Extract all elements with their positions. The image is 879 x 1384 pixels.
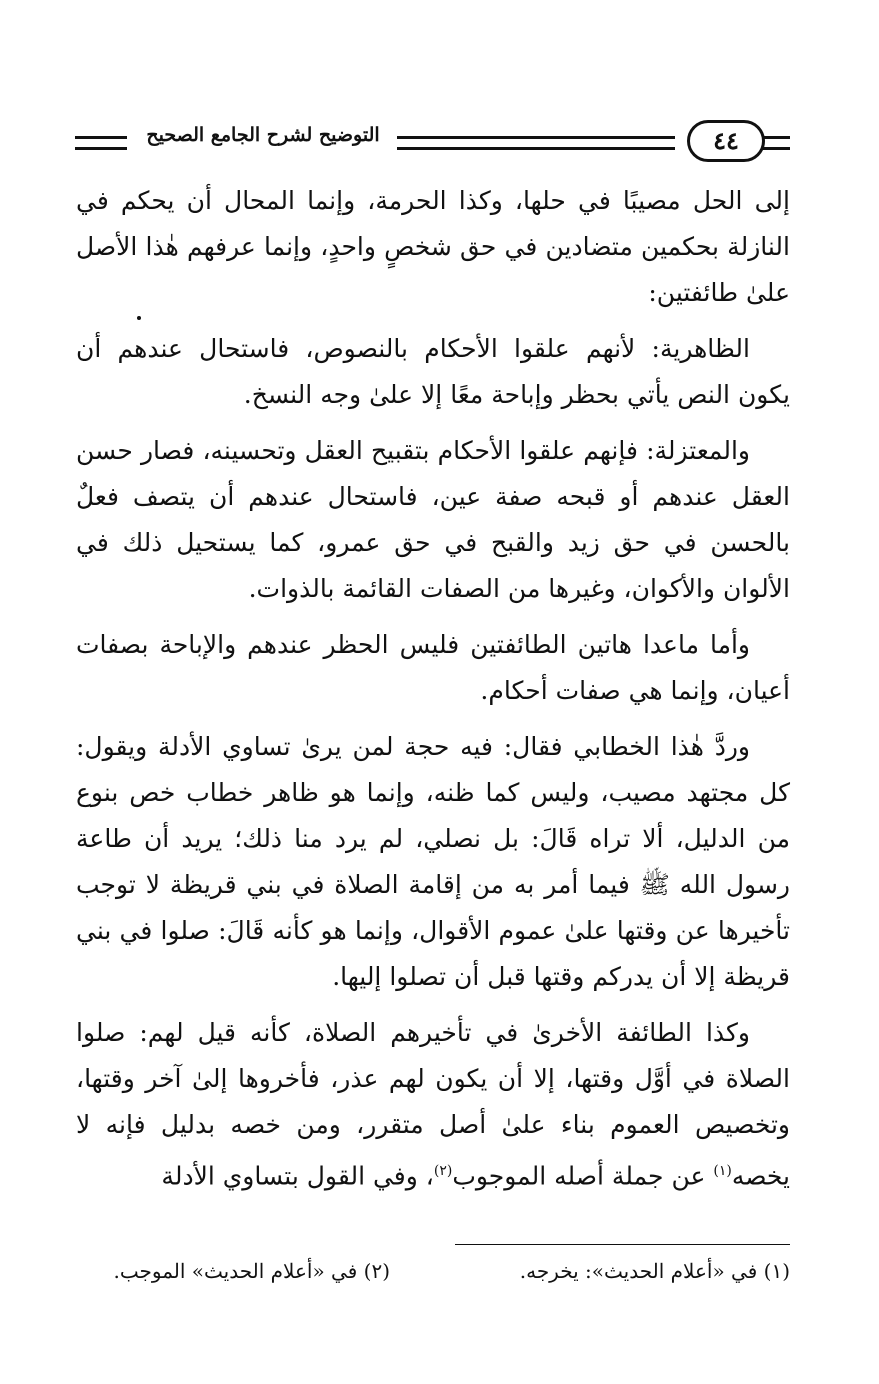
header-rule-middle (397, 136, 675, 150)
paragraph-last (76, 1010, 790, 1199)
paragraph: والمعتزلة: فإنهم علقوا الأحكام بتقبيح العقل وتحسينه، فصار حسن العقل عندهم أو قبحه صفة عين، فاستحال عندهم أن يتصف فعلٌ بالحسن في حق زيد والقبح في حق عمرو، كما يستحيل ذلك في الألوان والأكوان، وغيرها من الصفات القائمة بالذوات. (76, 436, 790, 603)
footnote-separator (455, 1244, 790, 1245)
paragraph-text: ، وفي القول بتساوي الأدلة (161, 1161, 434, 1191)
paragraph: وردَّ هٰذا الخطابي فقال: فيه حجة لمن يرىٰ تساوي الأدلة ويقول: كل مجتهد مصيب، وليس كما ظنه، وإنما هو ظاهر خطاب خص بنوع من الدليل، ألا تراه قَالَ: بل نصلي، لم يرد منا ذلك؛ يريد أن طاعة رسول الله ﷺ فيما أمر به من إقامة الصلاة في بني قريظة لا توجب تأخيرها عن وقتها علىٰ عموم الأقوال، وإنما هو كأنه قَالَ: صلوا في بني قريظة إلا أن يدركم وقتها قبل أن تصلوا إليها. (76, 732, 790, 991)
running-title: التوضيح لشرح الجامع الصحيح (146, 124, 380, 146)
paragraph: إلى الحل مصيبًا في حلها، وكذا الحرمة، وإنما المحال أن يحكم في النازلة بحكمين متضادين في حق شخصٍ واحدٍ، وإنما عرفهم هٰذا الأصل علىٰ طائفتين: (76, 186, 790, 307)
footnote-ref-1[interactable]: (١) (713, 1163, 732, 1179)
footnote-1: (١) في «أعلام الحديث»: يخرجه. (519, 1259, 790, 1283)
paragraph-text: عن جملة أصله الموجوب (452, 1161, 714, 1191)
page-number: ٤٤ (687, 120, 765, 162)
footnote-ref-2[interactable]: (٢) (433, 1163, 453, 1179)
footnote-2: (٢) في «أعلام الحديث» الموجب. (113, 1259, 390, 1283)
paragraph: الظاهرية: لأنهم علقوا الأحكام بالنصوص، فاستحال عندهم أن يكون النص يأتي بحظر وإباحة معًا إلا علىٰ وجه النسخ. (76, 334, 790, 409)
paragraph: وأما ماعدا هاتين الطائفتين فليس الحظر عندهم والإباحة بصفات أعيان، وإنما هي صفات أحكام. (76, 630, 790, 705)
page-header (75, 118, 790, 168)
main-text (76, 178, 790, 1209)
header-rule-left (75, 136, 127, 150)
paragraph-text: وكذا الطائفة الأخرىٰ في تأخيرهم الصلاة، كأنه قيل لهم: صلوا الصلاة في أوَّل وقتها، إلا أن يكون لهم عذر، فأخروها إلىٰ آخر وقتها، وتخصيص العموم بناء علىٰ أصل متقرر، ومن خصه بدليل فإنه لا يخصه (76, 1018, 790, 1191)
